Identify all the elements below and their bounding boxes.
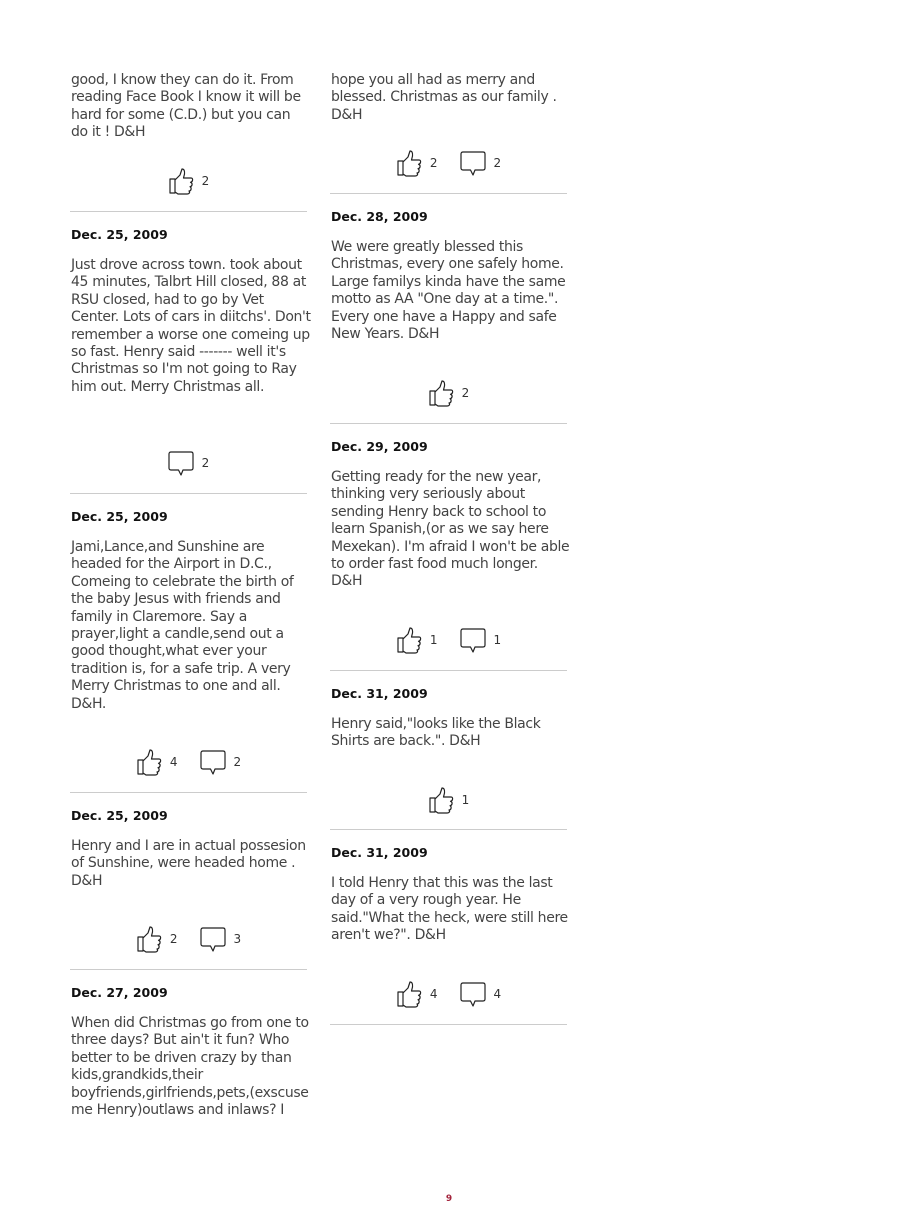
comment-count: 3 [233, 932, 242, 946]
divider [70, 792, 307, 793]
thumbs-up-icon [428, 786, 454, 814]
post-date: Dec. 29, 2009 [331, 439, 428, 454]
post-stats [330, 980, 567, 1008]
like-count: 1 [429, 633, 438, 647]
thumbs-up-icon [136, 925, 162, 953]
post-stats [330, 626, 567, 654]
post-text: Henry said,"looks like the Black Shirts are back.". D&H [331, 716, 541, 750]
speech-bubble-icon [168, 449, 194, 477]
post-date: Dec. 25, 2009 [71, 808, 168, 823]
post-stats [330, 379, 567, 407]
post-text: good, I know they can do it. From reading Face Book I know it will be hard for some (C.D.) but you can do it ! D&H [71, 72, 301, 141]
like-count: 1 [461, 793, 470, 807]
divider [330, 829, 567, 830]
post-date: Dec. 28, 2009 [331, 209, 428, 224]
thumbs-up-icon [168, 167, 194, 195]
divider [70, 969, 307, 970]
thumbs-up-icon [136, 748, 162, 776]
post-text: I told Henry that this was the last day of a very rough year. He said."What the heck, were still here aren't we?". D&H [331, 875, 568, 944]
like-stat[interactable] [428, 786, 470, 814]
divider [70, 211, 307, 212]
divider [330, 670, 567, 671]
comment-stat[interactable] [200, 925, 242, 953]
page-number: 9 [445, 1194, 453, 1204]
like-count: 2 [169, 932, 178, 946]
like-stat[interactable] [136, 925, 178, 953]
like-stat[interactable] [168, 167, 210, 195]
comment-count: 2 [201, 456, 210, 470]
comment-stat[interactable] [460, 980, 502, 1008]
divider [330, 193, 567, 194]
thumbs-up-icon [396, 149, 422, 177]
speech-bubble-icon [460, 626, 486, 654]
like-count: 4 [169, 755, 178, 769]
thumbs-up-icon [396, 626, 422, 654]
comment-count: 2 [493, 156, 502, 170]
post-text: Just drove across town. took about 45 minutes, Talbrt Hill closed, 88 at RSU closed, had to go by Vet Center. Lots of cars in diitchs'. Don't remember a worse one comeing up so fast. Henry said ------- well it's Christmas so I'm not going to Ray him out. Merry Christmas all. [71, 257, 311, 395]
post-date: Dec. 31, 2009 [331, 686, 428, 701]
comment-count: 1 [493, 633, 502, 647]
thumbs-up-icon [428, 379, 454, 407]
post-text: When did Christmas go from one to three days? But ain't it fun? Who better to be driven crazy by than kids,grandkids,their boyfriends,girlfriends,pets,(exscuse me Henry)outlaws and inlaws? I [71, 1015, 309, 1119]
post-stats [70, 925, 307, 953]
divider [330, 423, 567, 424]
post-text: We were greatly blessed this Christmas, every one safely home. Large familys kinda have the same motto as AA "One day at a time.". Every one have a Happy and safe New Years. D&H [331, 239, 566, 343]
comment-stat[interactable] [460, 149, 502, 177]
like-stat[interactable] [136, 748, 178, 776]
post-text: Jami,Lance,and Sunshine are headed for the Airport in D.C., Comeing to celebrate the birth of the baby Jesus with friends and family in Claremore. Say a prayer,light a candle,send out a good thought,what ever your tradition is, for a safe trip. A very Merry Christmas to one and all. D&H. [71, 539, 294, 712]
like-stat[interactable] [396, 149, 438, 177]
speech-bubble-icon [200, 748, 226, 776]
post-date: Dec. 25, 2009 [71, 509, 168, 524]
like-stat[interactable] [396, 626, 438, 654]
post-text: Henry and I are in actual possesion of Sunshine, were headed home . D&H [71, 838, 306, 889]
like-count: 2 [461, 386, 470, 400]
like-stat[interactable] [396, 980, 438, 1008]
post-date: Dec. 25, 2009 [71, 227, 168, 242]
like-count: 4 [429, 987, 438, 1001]
speech-bubble-icon [200, 925, 226, 953]
speech-bubble-icon [460, 149, 486, 177]
like-count: 2 [201, 174, 210, 188]
speech-bubble-icon [460, 980, 486, 1008]
comment-stat[interactable] [460, 626, 502, 654]
post-stats [70, 748, 307, 776]
like-count: 2 [429, 156, 438, 170]
comment-stat[interactable] [168, 449, 210, 477]
post-date: Dec. 27, 2009 [71, 985, 168, 1000]
comment-count: 4 [493, 987, 502, 1001]
post-stats [330, 149, 567, 177]
post-stats [330, 786, 567, 814]
post-date: Dec. 31, 2009 [331, 845, 428, 860]
thumbs-up-icon [396, 980, 422, 1008]
comment-stat[interactable] [200, 748, 242, 776]
post-stats [70, 449, 307, 477]
divider [70, 493, 307, 494]
post-stats [70, 167, 307, 195]
divider [330, 1024, 567, 1025]
post-text: hope you all had as merry and blessed. Christmas as our family . D&H [331, 72, 557, 123]
comment-count: 2 [233, 755, 242, 769]
post-text: Getting ready for the new year, thinking very seriously about sending Henry back to school to learn Spanish,(or as we say here Mexekan). I'm afraid I won't be able to order fast food much longer. D&H [331, 469, 570, 590]
like-stat[interactable] [428, 379, 470, 407]
